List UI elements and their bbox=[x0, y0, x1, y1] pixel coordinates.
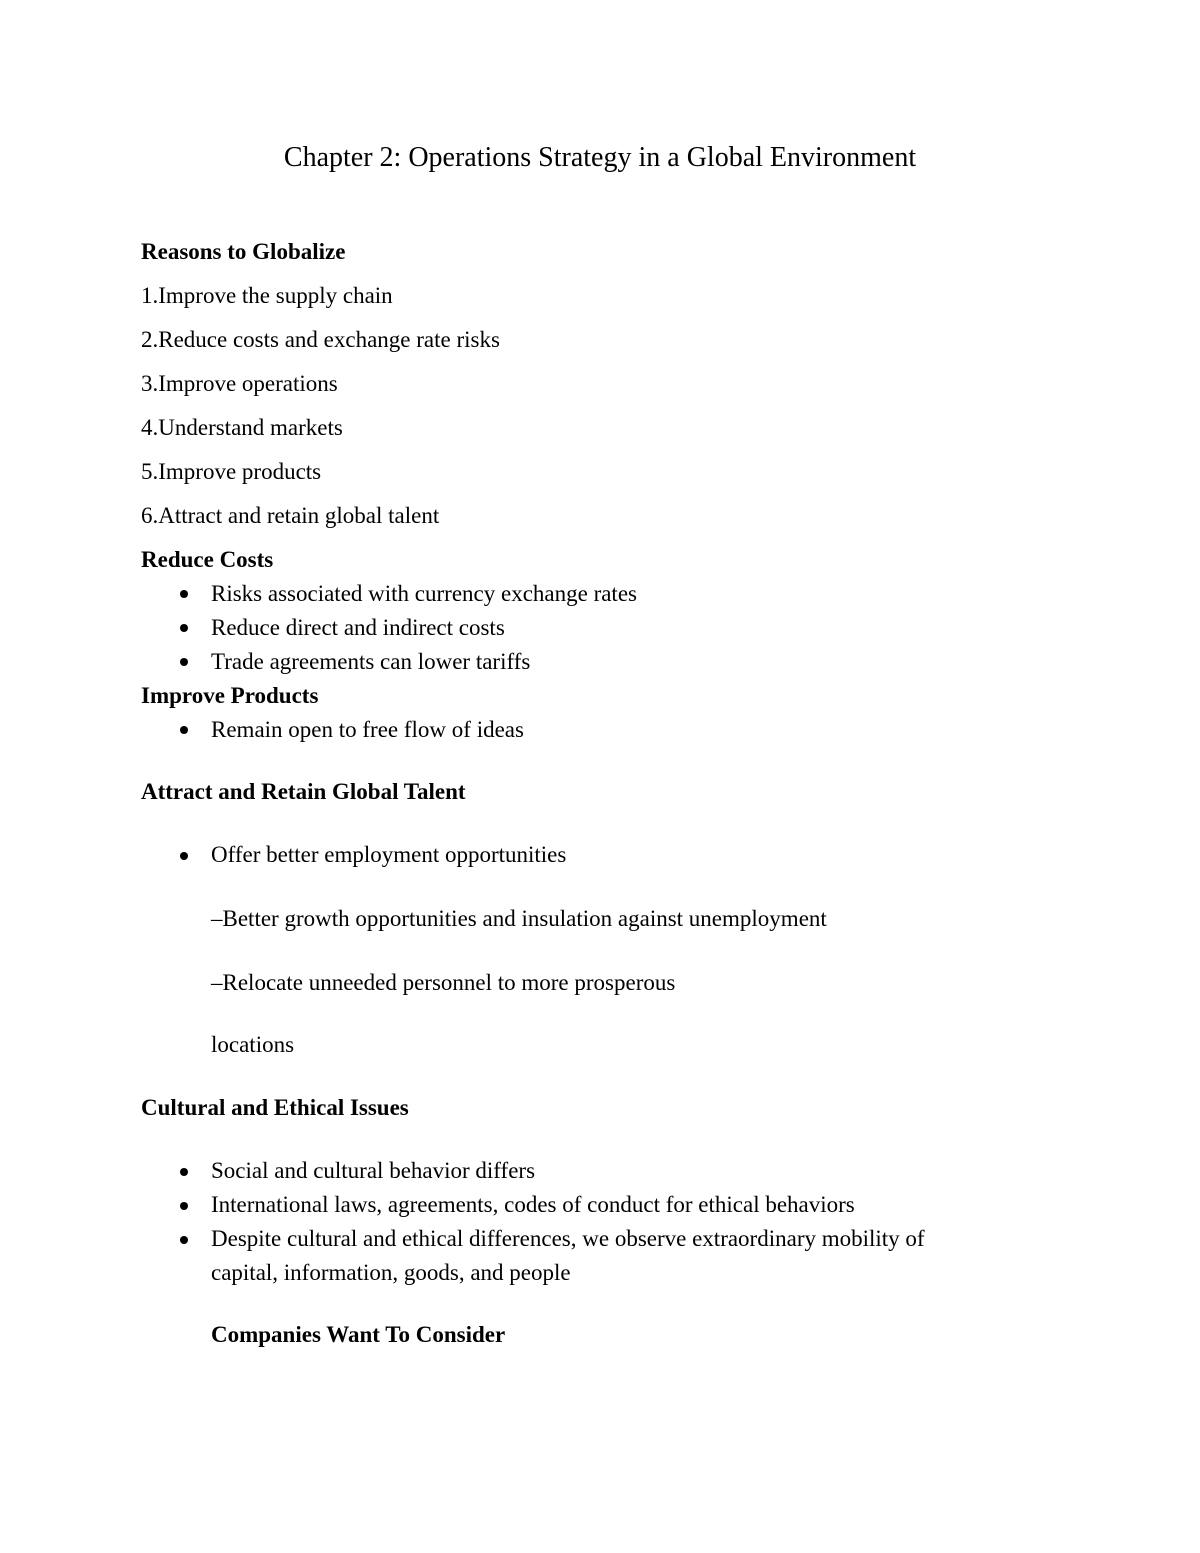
bullet-icon bbox=[180, 726, 188, 734]
page-title: Chapter 2: Operations Strategy in a Global Environment bbox=[283, 142, 917, 173]
bullet-icon bbox=[180, 1168, 188, 1176]
talent-sub-line-1: –Better growth opportunities and insulation against unemployment bbox=[211, 906, 827, 931]
cultural-bullet-3: Despite cultural and ethical differences, we observe extraordinary mobility of bbox=[211, 1226, 925, 1251]
reason-item-5: 5.Improve products bbox=[141, 459, 322, 484]
reason-item-4: 4.Understand markets bbox=[141, 415, 343, 440]
cultural-bullet-2: International laws, agreements, codes of conduct for ethical behaviors bbox=[211, 1192, 855, 1217]
talent-sub-line-3: locations bbox=[211, 1032, 295, 1057]
improve-products-bullet-1: Remain open to free flow of ideas bbox=[211, 717, 524, 742]
bullet-icon bbox=[180, 590, 188, 598]
talent-bullet-1: Offer better employment opportunities bbox=[211, 842, 567, 867]
reduce-costs-bullet-3: Trade agreements can lower tariffs bbox=[211, 649, 531, 674]
bullet-icon bbox=[180, 852, 188, 860]
reduce-costs-bullet-2: Reduce direct and indirect costs bbox=[211, 615, 505, 640]
bullet-icon bbox=[180, 1236, 188, 1244]
reason-item-3: 3.Improve operations bbox=[141, 371, 338, 396]
talent-heading: Attract and Retain Global Talent bbox=[141, 779, 466, 804]
bullet-icon bbox=[180, 624, 188, 632]
reduce-costs-bullet-1: Risks associated with currency exchange rates bbox=[211, 581, 637, 606]
companies-heading: Companies Want To Consider bbox=[211, 1322, 506, 1347]
reasons-heading: Reasons to Globalize bbox=[141, 239, 346, 264]
bullet-icon bbox=[180, 658, 188, 666]
reason-item-2: 2.Reduce costs and exchange rate risks bbox=[141, 327, 500, 352]
reason-item-1: 1.Improve the supply chain bbox=[141, 283, 393, 308]
reduce-costs-heading: Reduce Costs bbox=[141, 547, 274, 572]
improve-products-heading: Improve Products bbox=[141, 683, 319, 708]
talent-sub-line-2: –Relocate unneeded personnel to more prosperous bbox=[211, 970, 676, 995]
cultural-bullet-1: Social and cultural behavior differs bbox=[211, 1158, 536, 1183]
cultural-heading: Cultural and Ethical Issues bbox=[141, 1095, 409, 1120]
cultural-bullet-3-continuation: capital, information, goods, and people bbox=[211, 1260, 571, 1285]
reason-item-6: 6.Attract and retain global talent bbox=[141, 503, 440, 528]
bullet-icon bbox=[180, 1202, 188, 1210]
